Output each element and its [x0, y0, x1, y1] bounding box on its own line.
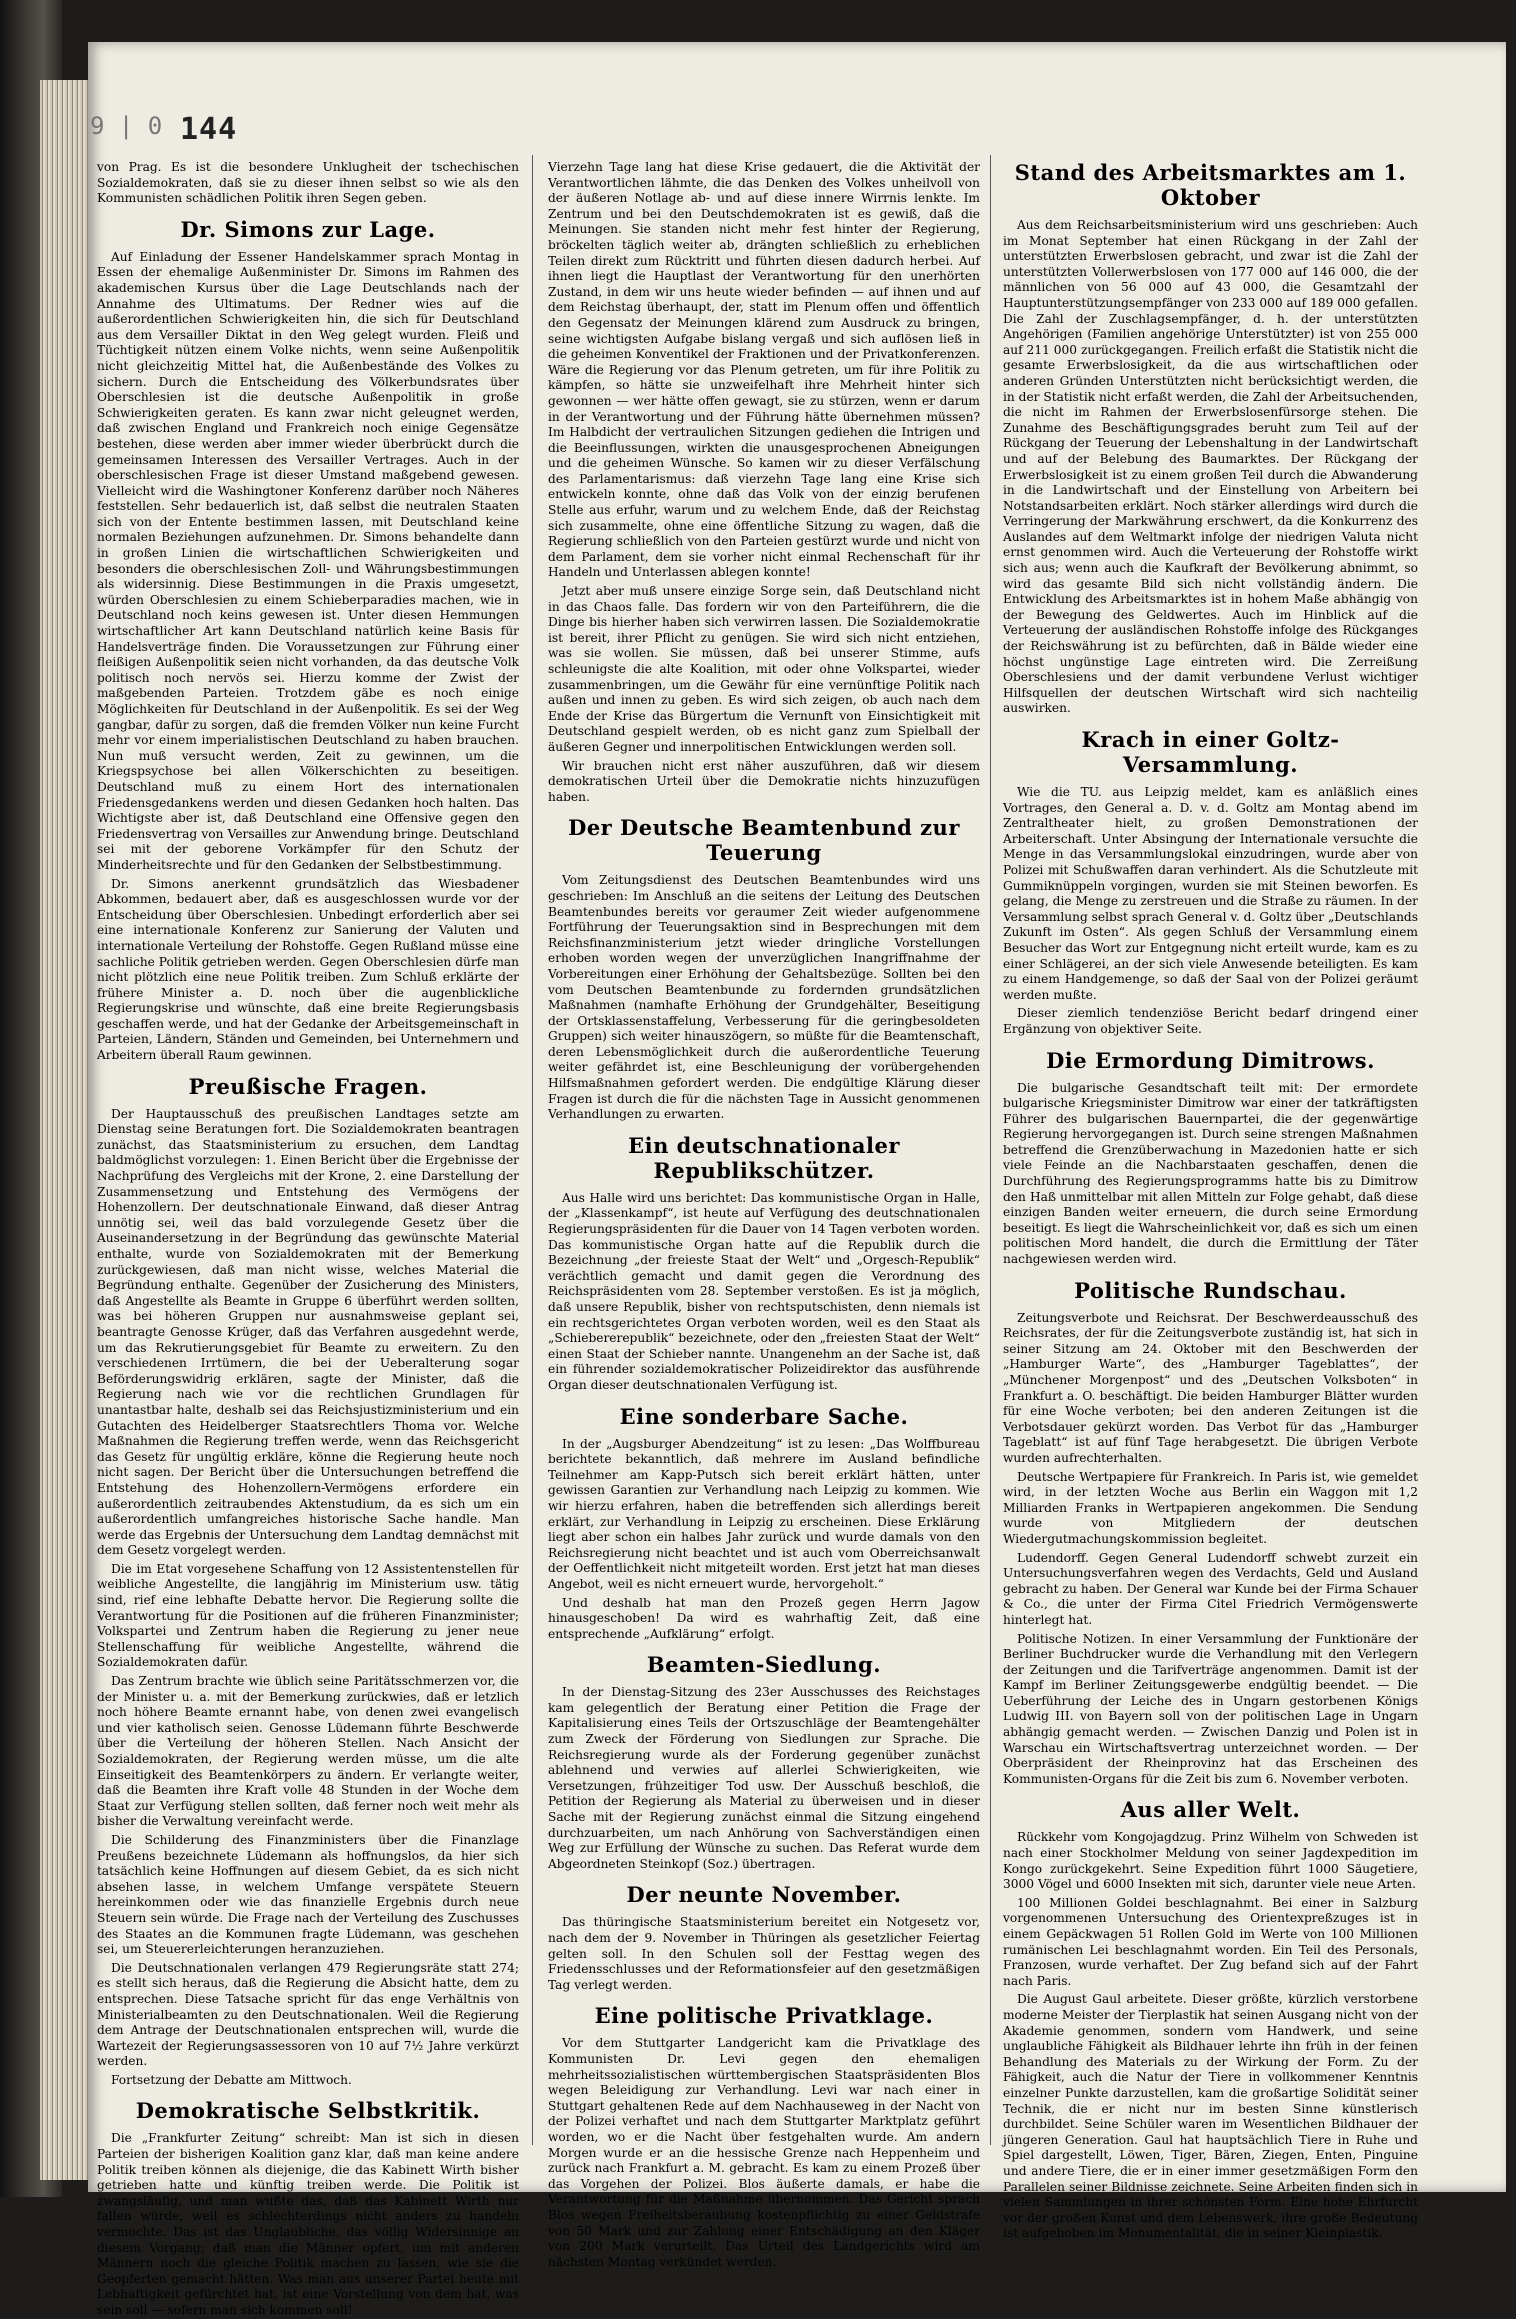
article-text: Politische Notizen. In einer Versammlung der Funktionäre der Berliner Buchdrucker wurde die Verhandlung mit den Verlegern der Zeitungen und die Tarifverträge angenommen. Damit ist der Kampf im Berliner Zeitungsgewerbe endgültig beendet. — Die Ueberführung der Leiche des in Ungarn gestorbenen Königs Ludwig III. von Bayern soll von der politischen Lage in Ungarn abhängig gemacht werden. — Zwischen Danzig und Polen ist in Warschau ein Wirtschaftsvertrag unterzeichnet worden. — Der Oberpräsident der Rheinprovinz hat das Erscheinen des Kommunisten-Organs für die Zeit bis zum 6. November verboten. [1003, 1631, 1418, 1786]
article-text: Vierzehn Tage lang hat diese Krise gedauert, die die Aktivität der Verantwortlichen lähmte, die das Denken des Volkes unheilvoll von der äußeren Notlage ab- und auf diese innere Wirrnis lenkte. Im Zentrum und bei den Deutschdemokraten ist es gewiß, daß die Meinungen. Sie standen nicht mehr fest hinter der Regierung, bröckelten täglich weiter ab, drängten schließlich zu erheblichen Teilen direkt zum Rücktritt und führten diesen dadurch herbei. Auf ihnen liegt die Hauptlast der Verantwortung für den unerhörten Zustand, in dem wir uns heute wieder befinden — auf ihnen und auf dem Reichstag überhaupt, der, statt im Plenum offen und öffentlich den Gegensatz der Meinungen klärend zum Ausdruck zu bringen, seine wichtigsten Aufgabe bislang vergaß und sich auflösen ließ in die geheimen Konventikel der Fraktionen und der Privatkonferenzen. Wäre die Regierung vor das Plenum getreten, um für ihre Politik zu kämpfen, so hätte sie unzweifelhaft ihre Mehrheit hinter sich gewonnen — wer hätte offen gewagt, sie zu stürzen, wenn er darum in der Verantwortung und der Führung hätte übernehmen müssen? Im Halbdicht der vertraulichen Sitzungen gediehen die Intrigen und die Beeinflussungen, wirkten die unausgesprochenen Abneigungen und die geheimen Wünsche. So kamen wir zu dieser Verfälschung des Parlamentarismus: daß vierzehn Tage lang eine Krise sich entwickeln konnte, ohne daß das Volk von der einzig berufenen Stelle aus erfuhr, warum und zu welchem Ende, daß der Reichstag sich zusammelte, ohne eine öffentliche Sitzung zu wagen, daß die Regierung schließlich von den Parteien gestürzt wurde und nicht von dem Parlament, dem sie vorher nicht einmal Rechenschaft für ihr Handeln und Unterlassen ablegen konnte! [548, 160, 980, 580]
article-text: Aus Halle wird uns berichtet: Das kommunistische Organ in Halle, der „Klassenkampf“, ist heute auf Verfügung des deutschnationalen Regierungspräsidenten für die Dauer von 14 Tagen verboten worden. Das kommunistische Organ hatte auf die Republik durch die Bezeichnung „der freieste Staat der Welt“ und „Orgesch-Republik“ verächtlich gemacht und damit gegen die Verordnung des Reichspräsidenten vom 28. September verstoßen. Es ist ja möglich, daß unsere Republik, bisher von rechtsputschisten, denn niemals ist ein rechtsgerichtetes Organ verboten worden, weil es den Staat als „Schiebererepublik“ bezeichnete, oder den „freiesten Staat der Welt“ einen Staat der Schieber nannte. Unangenehm an der Sache ist, daß ein führender sozialdemokratischer Polizeidirektor das ausführende Organ dieser deutschnationalen Verfügung ist. [548, 1190, 980, 1392]
article-text: In der „Augsburger Abendzeitung“ ist zu lesen: „Das Wolffbureau berichtete bekanntlich, daß mehrere im Ausland befindliche Teilnehmer am Kapp-Putsch sich bereit erklärt hätten, unter gewissen Garantien zur Verhandlung nach Leipzig zu kommen. Wie wir hierzu erfahren, haben die betreffenden sich allerdings bereit erklärt, zur Verhandlung in Leipzig zu erscheinen. Diese Erklärung liegt aber schon ein halbes Jahr zurück und wurde damals von den Reichsregierung nicht beachtet und ist auch vom Oberreichsanwalt der Oeffentlichkeit nicht mitgeteilt worden. Erst jetzt hat man dieses Angebot, weil es nicht erneuert wurde, hervorgeholt.“ [548, 1436, 980, 1591]
article-text: Jetzt aber muß unsere einzige Sorge sein, daß Deutschland nicht in das Chaos falle. Das fordern wir von den Parteiführern, die die Dinge bis hierher haben sich verwirren lassen. Die Sozialdemokratie ist bereit, ihrer Pflicht zu genügen. Sie wird sich nicht entziehen, was sie wollen. Sie müssen, daß bei unserer Stimme, aufs schleunigste die alte Koalition, mit oder ohne Volkspartei, wieder zusammenbringen, um die Gewähr für eine vernünftige Politik nach außen und innen zu geben. Es wird sich zeigen, ob auch nach dem Ende der Krise das Bürgertum die Vernunft von Einsichtigkeit mit Deutschland gespielt werden, ob es nicht ganz zum Spielball der äußeren Gegner und innerpolitischen Entwicklungen werden soll. [548, 584, 980, 754]
headline: Die Ermordung Dimitrows. [1046, 1047, 1375, 1073]
article-text: Auf Einladung der Essener Handelskammer sprach Montag in Essen der ehemalige Außenminister Dr. Simons im Rahmen des akademischen Kursus über die Lage Deutschlands nach der Annahme des Ultimatums. Der Redner wies auf die außerordentlichen Schwierigkeiten hin, die sich für Deutschland aus dem Versailler Diktat in den Weg gelegt wurden. Fleiß und Tüchtigkeit nützen einem Volke nichts, wenn seine Außenpolitik nicht gleichzeitig Mittel hat, die Außenbestände des Volkes zu sichern. Durch die Entscheidung des Völkerbundsrates über Oberschlesien ist die deutsche Außenpolitik in große Schwierigkeiten geraten. Es kann zwar nicht geleugnet werden, daß zwischen England und Frankreich noch einige Gegensätze bestehen, diese werden aber immer wieder überbrückt durch die gemeinsamen Interessen des Versailler Vertrages. Auch in der oberschlesischen Frage ist dieser Umstand maßgebend gewesen. Vielleicht wird die Washingtoner Konferenz darüber noch Näheres feststellen. Sehr bedauerlich ist, daß selbst die neutralen Staaten sich von der Entente bestimmen lassen, mit Deutschland keine normalen Beziehungen aufzunehmen. Dr. Simons behandelte dann in großen Linien die wirtschaftlichen Schwierigkeiten und besonders die oberschlesischen Zoll- und Währungsbestimmungen als widersinnig. Diese Bestimmungen in die Praxis umgesetzt, würden Oberschlesien zu einem Schieberparadies machen, wie in Deutschland noch keins gewesen ist. Unter diesen Hemmungen wirtschaftlicher Art kann Deutschland natürlich keine Basis für Handelsverträge finden. Die Voraussetzungen zur Führung einer fleißigen Außenpolitik seien nicht vorhanden, da das deutsche Volk politisch noch nervös sei. Hierzu komme der Zwist der maßgebenden Parteien. Trotzdem gäbe es noch einige Möglichkeiten für Deutschland in der Außenpolitik. Es sei der Weg gangbar, dafür zu sorgen, daß die fremden Völker nun keine Furcht mehr vor einem imperialistischen Deutschland zu haben brauchen. Nun muß versucht werden, Zeit zu gewinnen, um die Kriegspsychose bei allen Völkerschichten zu beseitigen. Deutschland muß zu einem Hort des internationalen Friedensgedankens werden und diesen Gedanken hoch halten. Das Wichtigste aber ist, daß Deutschland eine Offensive gegen den Friedensvertrag von Versailles zur Anwendung bringe. Deutschland sei mit der geborene Vorkämpfer für den Schutz der Minderheitsrechte und für den Gedanken der Selbstbestimmung. [97, 249, 519, 872]
article-text: Die im Etat vorgesehene Schaffung von 12 Assistentenstellen für weibliche Angestellte, die langjährig im Ministerium usw. tätig sind, rief eine lebhafte Debatte hervor. Die Regierung sollte die Verantwortung für die Positionen auf die früheren Finanzminister; Volkspartei und Zentrum haben die Regierung zu jener neue Stellenschaffung für weibliche Angestellte, während die Sozialdemokraten dafür. [97, 1561, 519, 1670]
article-text: von Prag. Es ist die besondere Unklugheit der tschechischen Sozialdemokraten, daß sie zu dieser ihnen selbst so wie als den Kommunisten schädlichen Politik ihren Segen geben. [97, 160, 519, 206]
article-text: Die August Gaul arbeitete. Dieser größte, kürzlich verstorbene moderne Meister der Tierplastik hat seinen Ausgang nicht von der Akademie genommen, sondern vom Handwerk, und seine unglaubliche Fähigkeit als Bildhauer lehrte ihn früh in der feinen Behandlung des Materials zu der Wirkung der Form. Zu der Fähigkeit, auch die Natur der Tiere in vollkommener Kenntnis einzelner Punkte darzustellen, kam die großartige Solidität seiner Technik, die er nicht nur im besten Sinne künstlerisch durchbildet. Seine Schüler waren im Wesentlichen Bildhauer der jüngeren Generation. Gaul hat hauptsächlich Tiere in Ruhe und Spiel dargestellt, Löwen, Tiger, Bären, Ziegen, Enten, Pinguine und andere Tiere, die er in einer immer gesetzmäßigen Form den Parallelen seiner Bildnisse zeichnete. Seine Arbeiten finden sich in vielen Sammlungen in ihrer schönsten Form. Eine hohe Ehrfurcht vor der großen Kunst und dem Lebenswerk, ihre große Bedeutung ist aufgehoben im Monumentalität, die in seiner Kleinplastik. [1003, 1992, 1418, 2241]
column-3 [1003, 160, 1418, 2241]
headline: Preußische Fragen. [188, 1073, 428, 1099]
page-edges [40, 80, 92, 2180]
article-text: 100 Millionen Goldei beschlagnahmt. Bei einer in Salzburg vorgenommenen Untersuchung des Orientexpreßzuges ist in einem Gepäckwagen 51 Rollen Gold im Werte von 100 Millionen rumänischen Lei beschlagnahmt worden. Ein Teil des Personals, Franzosen, wurde verhaftet. Der Zug befand sich auf der Fahrt nach Paris. [1003, 1895, 1418, 1988]
article-text: Die Deutschnationalen verlangen 479 Regierungsräte statt 274; es stellt sich heraus, daß die Regierung die Absicht hatte, dem zu entsprechen. Diese Tatsache spricht für das enge Verhältnis von Ministerialbeamten zu den Deutschnationalen. Weil die Regierung dem Antrage der Deutschnationalen entsprechen will, wurde die Wartezeit der Regierungsassessoren von 10 auf 7½ Jahre verkürzt werden. [97, 1960, 519, 2069]
article-text: Vom Zeitungsdienst des Deutschen Beamtenbundes wird uns geschrieben: Im Anschluß an die seitens der Leitung des Deutschen Beamtenbundes bereits vor geraumer Zeit wieder aufgenommene Fortführung der Teuerungsaktion sind in Besprechungen mit dem Reichsfinanzministerium jetzt wieder dringliche Vorstellungen erhoben worden wegen der unverzüglichen Inangriffnahme der Vorbereitungen einer Erhöhung der Gehaltsbezüge. Sollten bei den vom Deutschen Beamtenbunde zu fordernden grundsätzlichen Maßnahmen (namhafte Erhöhung der Grundgehälter, Beseitigung der Ortsklassenstaffelung, Verbesserung für die geringbesoldeten Gruppen) sich weiter hinauszögern, so müßte für die Beamtenschaft, deren Lebensmöglichkeit durch die außerordentliche Teuerung weiter gefährdet ist, eine Beschleunigung der vorübergehenden Hilfsmaßnahmen gefordert werden. Die endgültige Klärung dieser Fragen ist durch die für die nächsten Tage in Aussicht genommenen Verhandlungen zu erwarten. [548, 873, 980, 1122]
article-text: Der Hauptausschuß des preußischen Landtages setzte am Dienstag seine Beratungen fort. Die Sozialdemokraten beantragen zunächst, das Staatsministerium zu ersuchen, dem Landtag baldmöglichst vorzulegen: 1. Einen Bericht über die Ergebnisse der Nachprüfung des Vergleichs mit der Krone, 2. eine Darstellung der Zusammensetzung und Entstehung des Vermögens der Hohenzollern. Der deutschnationale Einwand, daß dieser Antrag unnötig sei, weil das bald vorzulegende Gesetz über die Auseinandersetzung in der Begründung das gewünschte Material enthalte, wurde von Sozialdemokraten mit der Bemerkung zurückgewiesen, daß man nicht wisse, welches Material die Begründung enthalte. Gegenüber der Zusicherung des Ministers, daß Angestellte als Beamte in Gruppe 6 überführt werden sollten, was bei höheren Gruppen nur ausnahmsweise geplant sei, beantragte Genosse Krüger, daß das Verfahren ausgedehnt werde, um das Rekrutierungsgebiet für Beamte zu erweitern. Zu den verschiedenen Irrtümern, die bei der Ueberalterung sogar Beförderungswidrig erklären, sagte der Minister, daß die Regierung nach wie vor die rechtlichen Grundlagen für unantastbar halte, deshalb sei das Reichsjustizministerium und ein Gutachten des Heidelberger Staatsrechtlers Thoma vor. Welche Maßnahmen die Regierung treffen werde, wenn das Reichsgericht das Gesetz für ungültig erkläre, könne die Regierung heute noch nicht sagen. Der Bericht über die Untersuchungen betreffend die Entstehung des Hohenzollern-Vermögens erfordere ein außerordentlich zeitraubendes Aktenstudium, da es sich um ein außerordentlich umfangreiches historische Sache handle. Man werde das Ergebnis der Untersuchung dem Landtag demnächst mit dem Gesetz vorgelegt werden. [97, 1106, 519, 1558]
article-text: Vor dem Stuttgarter Landgericht kam die Privatklage des Kommunisten Dr. Levi gegen den ehemaligen mehrheitssozialistischen württembergischen Staatspräsidenten Blos wegen Beleidigung zur Verhandlung. Levi war nach einer in Stuttgart gehaltenen Rede auf dem Nachhauseweg in der Nacht von der Polizei verhaftet und nach dem Stuttgarter Marktplatz geführt worden, wo er die Nacht über festgehalten wurde. Am andern Morgen wurde er an die hessische Grenze nach Heppenheim und zurück nach Frankfurt a. M. gebracht. Es kam zu einem Prozeß über das Vorgehen der Polizei. Blos äußerte damals, er habe die Verantwortung für die Maßnahme übernommen. Das Gericht sprach Blos wegen Freiheitsberaubung kostenpflichtig zu einer Geldstrafe von 50 Mark und zur Zahlung einer Entschädigung an den Kläger von 200 Mark verurteilt. Das Urteil des Landgerichts wird am nächsten Montag verkündet werden. [548, 2036, 980, 2269]
article-text: Dieser ziemlich tendenziöse Bericht bedarf dringend einer Ergänzung von objektiver Seite. [1003, 1006, 1418, 1036]
page-number: 144 [180, 112, 238, 147]
article-text: Fortsetzung der Debatte am Mittwoch. [111, 2072, 352, 2087]
article-text: Das thüringische Staatsministerium bereitet ein Notgesetz vor, nach dem der 9. November in Thüringen als gesetzlicher Feiertag gelten soll. In den Schulen soll der Festtag wegen des Friedensschlusses und der Reformationsfeier auf den gesetzmäßigen Tag verlegt werden. [548, 1915, 980, 1992]
article-text: Wir brauchen nicht erst näher auszuführen, daß wir diesem demokratischen Urteil über die Demokratie nichts hinzuzufügen haben. [548, 758, 980, 804]
headline: Krach in einer Goltz-Versammlung. [1081, 727, 1340, 777]
article-text: Die „Frankfurter Zeitung“ schreibt: Man ist sich in diesen Parteien der bisherigen Koalition ganz klar, daß man keine andere Politik treiben können als diejenige, die das Kabinett Wirth bisher getrieben hatte und künftig treiben werde. Die Politik ist zwangsläufig, und man wußte das, daß das Kabinett Wirth nur fallen würde, weil es schlechterdings nicht anders zu handeln vermochte. Das ist das Unglaubliche, das völlig Widersinnige an diesem Vorgang; daß man die Männer opfert, um mit anderen Männern noch die gleiche Politik machen zu lassen, wie sie die Geopferten gemacht hätten. Was man aus unserer Partei heute mit Lebhaftigkeit gefürchtet hat, ist eine Vorstellung von dem hat, was sein soll — sofern man sich kommen soll! [97, 2131, 519, 2317]
article-text: Zeitungsverbote und Reichsrat. Der Beschwerdeausschuß des Reichsrates, der für die Zeitungsverbote zuständig ist, hat sich in seiner Sitzung am 24. Oktober mit den Beschwerden der „Hamburger Warte“, des „Hamburger Tageblattes“, der „Münchener Morgenpost“ und des „Deutschen Volksboten“ in Frankfurt a. O. beschäftigt. Die beiden Hamburger Blätter wurden für eine Woche verboten; bei den anderen Zeitungen ist die Verbotsdauer gekürzt worden. Das Verbot für das „Hamburger Tageblatt“ ist auf fünf Tage herabgesetzt. Die übrigen Verbote wurden aufrechterhalten. [1003, 1310, 1418, 1465]
headline: Stand des Arbeitsmarktes am 1. Oktober [1014, 160, 1407, 210]
article-text: Deutsche Wertpapiere für Frankreich. In Paris ist, wie gemeldet wird, in der letzten Woche aus Berlin ein Waggon mit 1,2 Milliarden Franks in Wertpapieren angekommen. Die Sendung wurde von Mitgliedern der deutschen Wiedergutmachungskommission begleitet. [1003, 1469, 1418, 1546]
article-text: Die bulgarische Gesandtschaft teilt mit: Der ermordete bulgarische Kriegsminister Dimitrow war einer der tatkräftigsten Führer des bulgarischen Bauernpartei, die der gegenwärtige Regierung hervorgegangen ist. Durch seine strengen Maßnahmen betreffend die Grenzüberwachung in Mazedonien hatte er sich viele Feinde an die Nachbarstaaten geschaffen, denen die Durchführung des Regierungsprogramms hatte bis zu Dimitrow den Haß unmittelbar mit allen Mitteln zur Folge gehabt, daß diese einzigen Banden weiter erneuern, die durch seine Ermordung beseitigt. Es liegt die Wahrscheinlichkeit vor, daß es sich um einen politischen Mord handelt, die durch die Ermittlung der Täter nachgewiesen werden wird. [1003, 1080, 1418, 1267]
headline: Ein deutschnationaler Republikschützer. [628, 1132, 900, 1183]
article-text: Die Schilderung des Finanzministers über die Finanzlage Preußens bezeichnete Lüdemann als hoffnungslos, da hier sich tatsächlich keine Hoffnungen auf diesem Gebiet, da es sich nicht absehen lasse, in welchem Umfange verspätete Steuern hereinkommen oder wie das finanzielle Ergebnis durch neue Steuern sein würde. Die Frage nach der Verteilung des Zuschusses des Staates an die Kommunen fragte Lüdemann, was geschehen sei, um Steuererleichterungen heranzuziehen. [97, 1832, 519, 1957]
headline: Aus aller Welt. [1120, 1797, 1301, 1823]
article-text: Rückkehr vom Kongojagdzug. Prinz Wilhelm von Schweden ist nach einer Stockholmer Meldung von seiner Jagdexpedition im Kongo zurückgekehrt. Seine Expedition führt 1000 Säugetiere, 3000 Vögel und 6000 Insekten mit sich, darunter viele neue Arten. [1003, 1830, 1418, 1892]
article-text: Das Zentrum brachte wie üblich seine Paritätsschmerzen vor, die der Minister u. a. mit der Bemerkung zurückwies, daß er letzlich noch höhere Beamte ernannt habe, von denen zwei evangelisch und vier katholisch seien. Genosse Lüdemann führte Beschwerde über die Verteilung der höheren Stellen. Nach Ansicht der Sozialdemokraten, der Regierung werden müsse, um die alte Einseitigkeit des Beamtenkörpers zu ändern. Er verlangte weiter, daß die Beamten ihre Kraft volle 48 Stunden in der Woche dem Staat zur Verfügung stellen sollten, daß ferner noch weit mehr als bisher die Verwaltung vereinfacht werde. [97, 1674, 519, 1829]
headline: Politische Rundschau. [1074, 1277, 1347, 1303]
article-text: In der Dienstag-Sitzung des 23er Ausschusses des Reichstages kam gelegentlich der Beratung einer Petition die Frage der Kapitalisierung eines Teils der Ortszuschläge der Beamtengehälter zum Zweck der Förderung von Siedlungen zur Sprache. Die Reichsregierung wurde als der Forderung gegenüber zunächst ablehnend und verwies auf allerlei Schwierigkeiten, wie Versetzungen, frühzeitiger Tod usw. Der Ausschuß beschloß, die Petition der Regierung als Material zu überweisen und in dieser Sache mit der Regierung zunächst einmal die Sitzung eingehend durchzuarbeiten, um nach Anhörung von Sachverständigen einen Weg zur Erfüllung der Wünsche zu suchen. Das Referat wurde dem Abgeordneten Steinkopf (Soz.) übertragen. [548, 1685, 980, 1871]
headline: Beamten-Siedlung. [646, 1652, 882, 1678]
column-1 [97, 160, 519, 2317]
headline: Eine sonderbare Sache. [619, 1403, 909, 1429]
column-2 [548, 160, 980, 2269]
column-rule [990, 155, 991, 2145]
headline: Der neunte November. [626, 1882, 902, 1908]
headline: Der Deutsche Beamtenbund zur Teuerung [568, 815, 960, 866]
margin-marks: 9 | 0 [90, 112, 163, 140]
headline: Eine politische Privatklage. [594, 2003, 934, 2029]
article-text: Dr. Simons anerkennt grundsätzlich das Wiesbadener Abkommen, bedauert aber, daß es ausgeschlossen wurde vor der Entscheidung über Oberschlesien. Unbedingt erforderlich aber sei eine internationale Konferenz zur Sanierung der Valuten und internationale Verteilung der Rohstoffe. Gegen Rußland müsse eine sachliche Politik getrieben werden. Gegen Oberschlesien dürfe man nicht plötzlich eine neue Politik treiben. Zum Schluß erklärte der frühere Minister a. D. noch über die augenblickliche Regierungskrise und wünschte, daß eine breite Regierungsbasis geschaffen werde, und hat der Gedanke der Arbeitsgemeinschaft in Parteien, Ländern, Ständen und Gemeinden, bei Unternehmern und Arbeitern überall Raum gewinnen. [97, 876, 519, 1063]
column-rule [532, 155, 533, 2145]
article-text: Und deshalb hat man den Prozeß gegen Herrn Jagow hinausgeschoben! Da wird es wahrhaftig Zeit, daß eine entsprechende „Aufklärung“ erfolgt. [548, 1595, 980, 1641]
article-text: Ludendorff. Gegen General Ludendorff schwebt zurzeit ein Untersuchungsverfahren wegen des Verdachts, Geld und Ausland gebracht zu haben. Der General war Kunde bei der Firma Schauer & Co., die unter der Firma Citel Friedrich Vermögenswerte hinterlegt hat. [1003, 1550, 1418, 1627]
headline: Dr. Simons zur Lage. [180, 216, 436, 242]
article-text: Aus dem Reichsarbeitsministerium wird uns geschrieben: Auch im Monat September hat einen Rückgang in der Zahl der unterstützten Erwerbslosen gebracht, und zwar ist die Zahl der unterstützten Vollerwerbslosen von 177 000 auf 146 000, die der männlichen von 56 000 auf 43 000, die Gesamtzahl der Hauptunterstützungsempfänger von 233 000 auf 189 000 gefallen. Die Zahl der Zuschlagsempfänger, d. h. der unterstützten Angehörigen (Familien angehörige Unterstützter) ist von 255 000 auf 211 000 zurückgegangen. Freilich erfaßt die Statistik nicht die gesamte Erwerbslosigkeit, da die aus wirtschaftlichen oder anderen Gründen Unterstützten nicht berücksichtigt werden, die in der Statistik nicht erfaßt werden, die Zahl der Arbeitsuchenden, die nicht im Rahmen der Erwerbslosenfürsorge stehen. Die Zunahme des Beschäftigungsgrades beruht zum Teil auf der Rückgang der Teuerung der Lebenshaltung in der Landwirtschaft und auf der Belebung des Baumarktes. Der Rückgang der Erwerbslosigkeit ist zu einem großen Teil durch die Abwanderung in die Landwirtschaft und der Einstellung von Arbeitern bei Notstandsarbeiten erklärt. Noch stärker allerdings wird durch die Verringerung der Markwährung erschwert, da die Konkurrenz des Auslandes auf dem Weltmarkt infolge der niedrigen Valuta nicht ernst genommen wird. Auch die Verteuerung der Rohstoffe wirkt sich aus; wenn auch die Kaufkraft der Bevölkerung abnimmt, so wird das gesamte Bild sich nicht vollständig ändern. Die Entwicklung des Arbeitsmarktes ist in hohem Maße abhängig von der Bewegung des Geldwertes. Auch im Hinblick auf die Verteuerung der ausländischen Rohstoffe infolge des Rückganges der Reichswährung ist zu befürchten, daß in Bälde wieder eine höchst ungünstige Lage eintreten wird. Die Zerreißung Oberschlesiens und der damit verbundene Verlust wichtiger Hilfsquellen der deutschen Wirtschaft wird sich nachteilig auswirken. [1003, 218, 1418, 716]
headline: Demokratische Selbstkritik. [135, 2098, 481, 2124]
article-text: Wie die TU. aus Leipzig meldet, kam es anläßlich eines Vortrages, den General a. D. v. d. Goltz am Montag abend im Zentraltheater hielt, zu großen Demonstrationen der Arbeiterschaft. Unter Absingung der Internationale versuchte die Menge in das Versammlungslokal einzudringen, wurde aber von Polizei mit Schußwaffen daran verhindert. Als die Schutzleute mit Gummiknüppeln vorgingen, wurden sie mit Steinen beworfen. Es gelang, die Menge zu zerstreuen und die Straße zu räumen. In der Versammlung selbst sprach General v. d. Goltz über „Deutschlands Zukunft im Osten“. Als gegen Schluß der Versammlung einem Besucher das Wort zur Entgegnung nicht erteilt wurde, kam es zu einer Schlägerei, an der sich viele Anwesende beteiligten. Es kam zu einem Handgemenge, so daß der Saal von der Polizei geräumt werden mußte. [1003, 785, 1418, 1002]
